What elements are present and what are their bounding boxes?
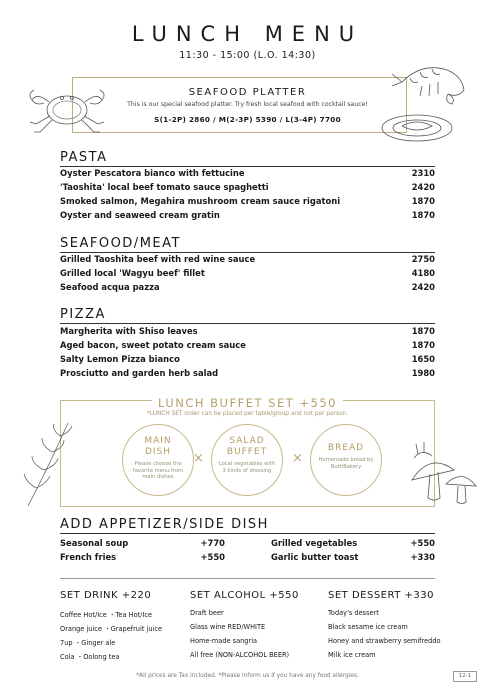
item-price: 1870 (411, 340, 435, 350)
set-drink-title: SET DRINK +220 (60, 590, 152, 601)
menu-item (60, 196, 435, 210)
item-name: Prosciutto and garden herb salad (60, 368, 219, 378)
set-alcohol-title: SET ALCOHOL +550 (190, 590, 299, 601)
pizza-title: PIZZA (60, 307, 106, 322)
option-title-line: SALAD (229, 436, 265, 446)
appetizer-item (271, 552, 435, 566)
appetizer-item (60, 538, 225, 552)
dessert-item: Milk ice cream (328, 651, 376, 659)
item-name: Oyster and seaweed cream gratin (60, 210, 220, 220)
item-price: 4180 (411, 268, 435, 278)
item-price: 1650 (411, 354, 435, 364)
dessert-item: Honey and strawberry semifreddo (328, 637, 441, 645)
page-tag: 12-1 (453, 671, 477, 682)
times-icon: × (193, 451, 204, 466)
item-name: Seafood acqua pazza (60, 282, 160, 292)
oyster-illustration (372, 108, 462, 148)
menu-item (60, 168, 435, 182)
menu-item (60, 210, 435, 224)
item-price: +550 (410, 538, 435, 548)
drink-item: Orange juice ・Grapefruit juice (60, 625, 163, 633)
platter-description: This is our special seafood platter. Try fresh local seafood with cocktail sauce! (127, 101, 368, 108)
seafood-meat-title: SEAFOOD/MEAT (60, 236, 181, 251)
appetizer-item (271, 538, 435, 552)
mushroom-illustration (402, 440, 482, 512)
option-title (123, 436, 193, 458)
option-subtitle: Homemade bread by ButtiBakery (318, 457, 374, 470)
menu-item (60, 268, 435, 282)
option-subtitle: Local vegetables with 3 kinds of dressing (218, 461, 276, 474)
platter-prices: S(1-2P) 2860 / M(2-3P) 5390 / L(3-4P) 7700 (154, 115, 341, 124)
drink-item: Cola ・Oolong tea (60, 653, 120, 661)
item-price: 2310 (411, 168, 435, 178)
item-price: +550 (200, 552, 225, 562)
item-name: Grilled local 'Wagyu beef' fillet (60, 268, 205, 278)
item-price: 2420 (411, 282, 435, 292)
buffet-note: *LUNCH SET order can be placed per table/group and not per person. (146, 411, 349, 417)
crab-illustration (22, 72, 112, 142)
item-price: 2750 (411, 254, 435, 264)
herb-illustration (18, 418, 88, 508)
menu-item (60, 282, 435, 296)
menu-item (60, 354, 435, 368)
menu-item (60, 368, 435, 382)
alcohol-item: Home-made sangria (190, 637, 258, 645)
appetizer-rule (60, 533, 435, 534)
buffet-title-text: LUNCH BUFFET SET +550 (152, 396, 343, 410)
alcohol-item: All free (NON-ALCOHOL BEER) (190, 651, 290, 659)
item-name: Smoked salmon, Megahira mushroom cream sauce rigatoni (60, 196, 341, 206)
option-title-line: BREAD (327, 443, 365, 453)
item-name: French fries (60, 552, 117, 562)
set-dessert-title: SET DESSERT +330 (328, 590, 434, 601)
item-price: +770 (200, 538, 225, 548)
platter-title: SEAFOOD PLATTER (188, 87, 307, 98)
buffet-option-salad (211, 424, 283, 496)
seafood-meat-rule (60, 252, 435, 253)
drink-item: Coffee Hot/Ice ・Tea Hot/Ice (60, 611, 153, 619)
item-price: 2420 (411, 182, 435, 192)
menu-item (60, 254, 435, 268)
item-name: Aged bacon, sweet potato cream sauce (60, 340, 246, 350)
buffet-option-main-dish (122, 424, 194, 496)
item-name: 'Taoshita' local beef tomato sauce spaghetti (60, 182, 269, 192)
alcohol-item: Glass wine RED/WHITE (190, 623, 266, 631)
pasta-title: PASTA (60, 150, 108, 165)
divider (60, 578, 435, 579)
item-name: Oyster Pescatora bianco with fettucine (60, 168, 245, 178)
times-icon: × (292, 451, 303, 466)
item-name: Grilled Taoshita beef with red wine sauce (60, 254, 256, 264)
opening-hours: 11:30 - 15:00 (L.O. 14:30) (179, 50, 316, 61)
menu-title: LUNCH MENU (131, 22, 364, 46)
option-title-line: MAIN (144, 436, 172, 446)
pasta-rule (60, 166, 435, 167)
option-title (212, 436, 282, 458)
drink-item: 7up ・Ginger ale (60, 639, 116, 647)
pizza-rule (60, 323, 435, 324)
item-price: 1870 (411, 196, 435, 206)
dessert-item: Black sesame ice cream (328, 623, 408, 631)
item-price: 1870 (411, 210, 435, 220)
appetizer-item (60, 552, 225, 566)
item-name: Salty Lemon Pizza bianco (60, 354, 180, 364)
alcohol-item: Draft beer (190, 609, 224, 617)
item-price: 1870 (411, 326, 435, 336)
item-name: Grilled vegetables (271, 538, 358, 548)
menu-item (60, 182, 435, 196)
item-price: +330 (410, 552, 435, 562)
appetizer-title: ADD APPETIZER/SIDE DISH (60, 517, 269, 532)
option-title (311, 443, 381, 454)
footer-note: *All prices are Tax included. *Please inform us if you have any food allergies. (136, 673, 359, 679)
dessert-item: Today's dessert (328, 609, 379, 617)
buffet-option-bread (310, 424, 382, 496)
option-subtitle: Please choose the favorite menu from main dishes (132, 461, 184, 480)
item-name: Garlic butter toast (271, 552, 359, 562)
shrimp-illustration (392, 52, 477, 107)
option-title-line: DISH (144, 447, 172, 457)
item-price: 1980 (411, 368, 435, 378)
item-name: Margherita with Shiso leaves (60, 326, 198, 336)
menu-item (60, 326, 435, 340)
option-title-line: BUFFET (226, 447, 268, 457)
item-name: Seasonal soup (60, 538, 129, 548)
buffet-title (0, 396, 495, 410)
menu-item (60, 340, 435, 354)
